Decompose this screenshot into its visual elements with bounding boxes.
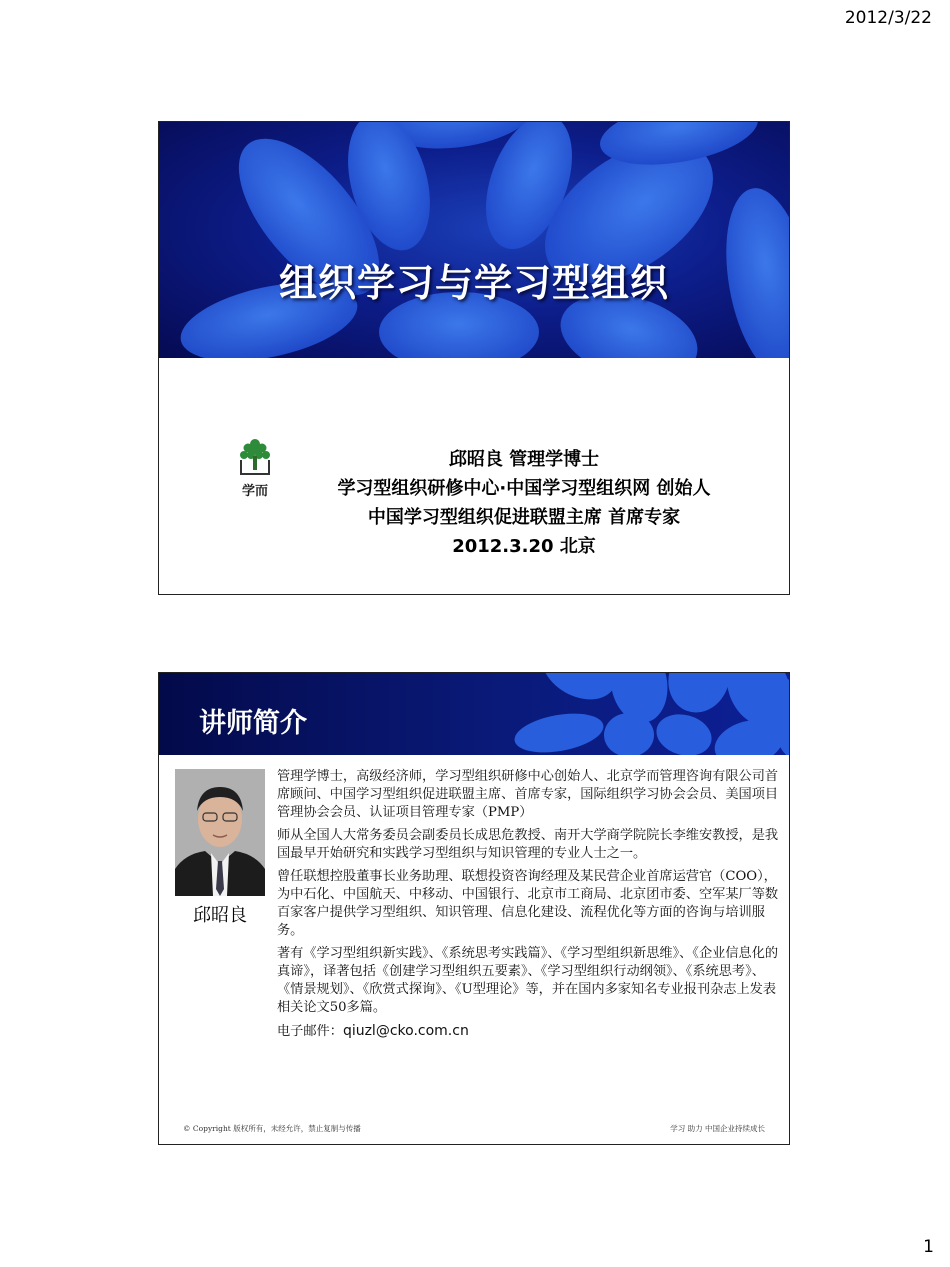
petal-pattern	[159, 122, 789, 358]
slide-title: 组织学习与学习型组织	[278, 261, 669, 305]
bio-paragraph: 管理学博士，高级经济师，学习型组织研修中心创始人、北京学而管理咨询有限公司首席顾问、中国学习型组织促进联盟主席、首席专家，国际组织学习协会会员、美国项目管理协会会员、认证项目管理专家（PMP）	[277, 769, 779, 820]
presenter-info	[279, 445, 769, 561]
header-banner	[159, 673, 789, 755]
tree-icon	[237, 436, 273, 478]
bio-paragraph: 著有《学习型组织新实践》、《系统思考实践篇》、《学习型组织新思维》、《企业信息化的真谛》，译著包括《创建学习型组织五要素》、《学习型组织行动纲领》、《系统思考》、《情景规划》、《欣赏式探询》、《U型理论》等，并在国内多家知名专业报刊杂志上发表相关论文50多篇。	[277, 946, 779, 1015]
portrait-image	[175, 769, 265, 896]
presenter-line: 中国学习型组织促进联盟主席 首席专家	[367, 507, 681, 528]
email-line	[277, 1022, 779, 1041]
copyright-footer: © Copyright 版权所有，未经允许，禁止复制与传播	[183, 1124, 361, 1133]
presenter-line: 学习型组织研修中心·中国学习型组织网 创始人	[337, 478, 711, 499]
xueer-logo	[235, 436, 275, 499]
slogan-footer: 学习 助力 中国企业持续成长	[670, 1124, 765, 1133]
email-address[interactable]: qiuzl@cko.com.cn	[342, 1023, 469, 1039]
photo-caption: 邱昭良	[193, 905, 247, 926]
slide-title: 讲师简介	[199, 708, 307, 739]
logo-text: 学而	[241, 484, 268, 499]
instructor-photo	[175, 769, 265, 896]
bio-paragraph: 曾任联想控股董事长业务助理、联想投资咨询经理及某民营企业首席运营官（COO），为中石化、中国航天、中移动、中国银行、北京市工商局、北京团市委、空军某厂等数百家客户提供学习型组织、知识管理、信息化建设、流程优化等方面的咨询与培训服务。	[277, 869, 779, 938]
presenter-line: 邱昭良 管理学博士	[448, 449, 600, 470]
instructor-slide	[158, 672, 790, 1145]
email-label: 电子邮件：	[277, 1024, 343, 1039]
instructor-bio	[277, 768, 779, 1046]
presenter-line: 2012.3.20 北京	[452, 536, 596, 557]
title-slide	[158, 121, 790, 595]
page-number: 1	[923, 1237, 934, 1257]
page-date: 2012/3/22	[844, 8, 932, 28]
bio-paragraph: 师从全国人大常务委员会副委员长成思危教授、南开大学商学院院长李维安教授，是我国最早开始研究和实践学习型组织与知识管理的专业人士之一。	[277, 828, 779, 861]
title-banner	[159, 122, 789, 358]
